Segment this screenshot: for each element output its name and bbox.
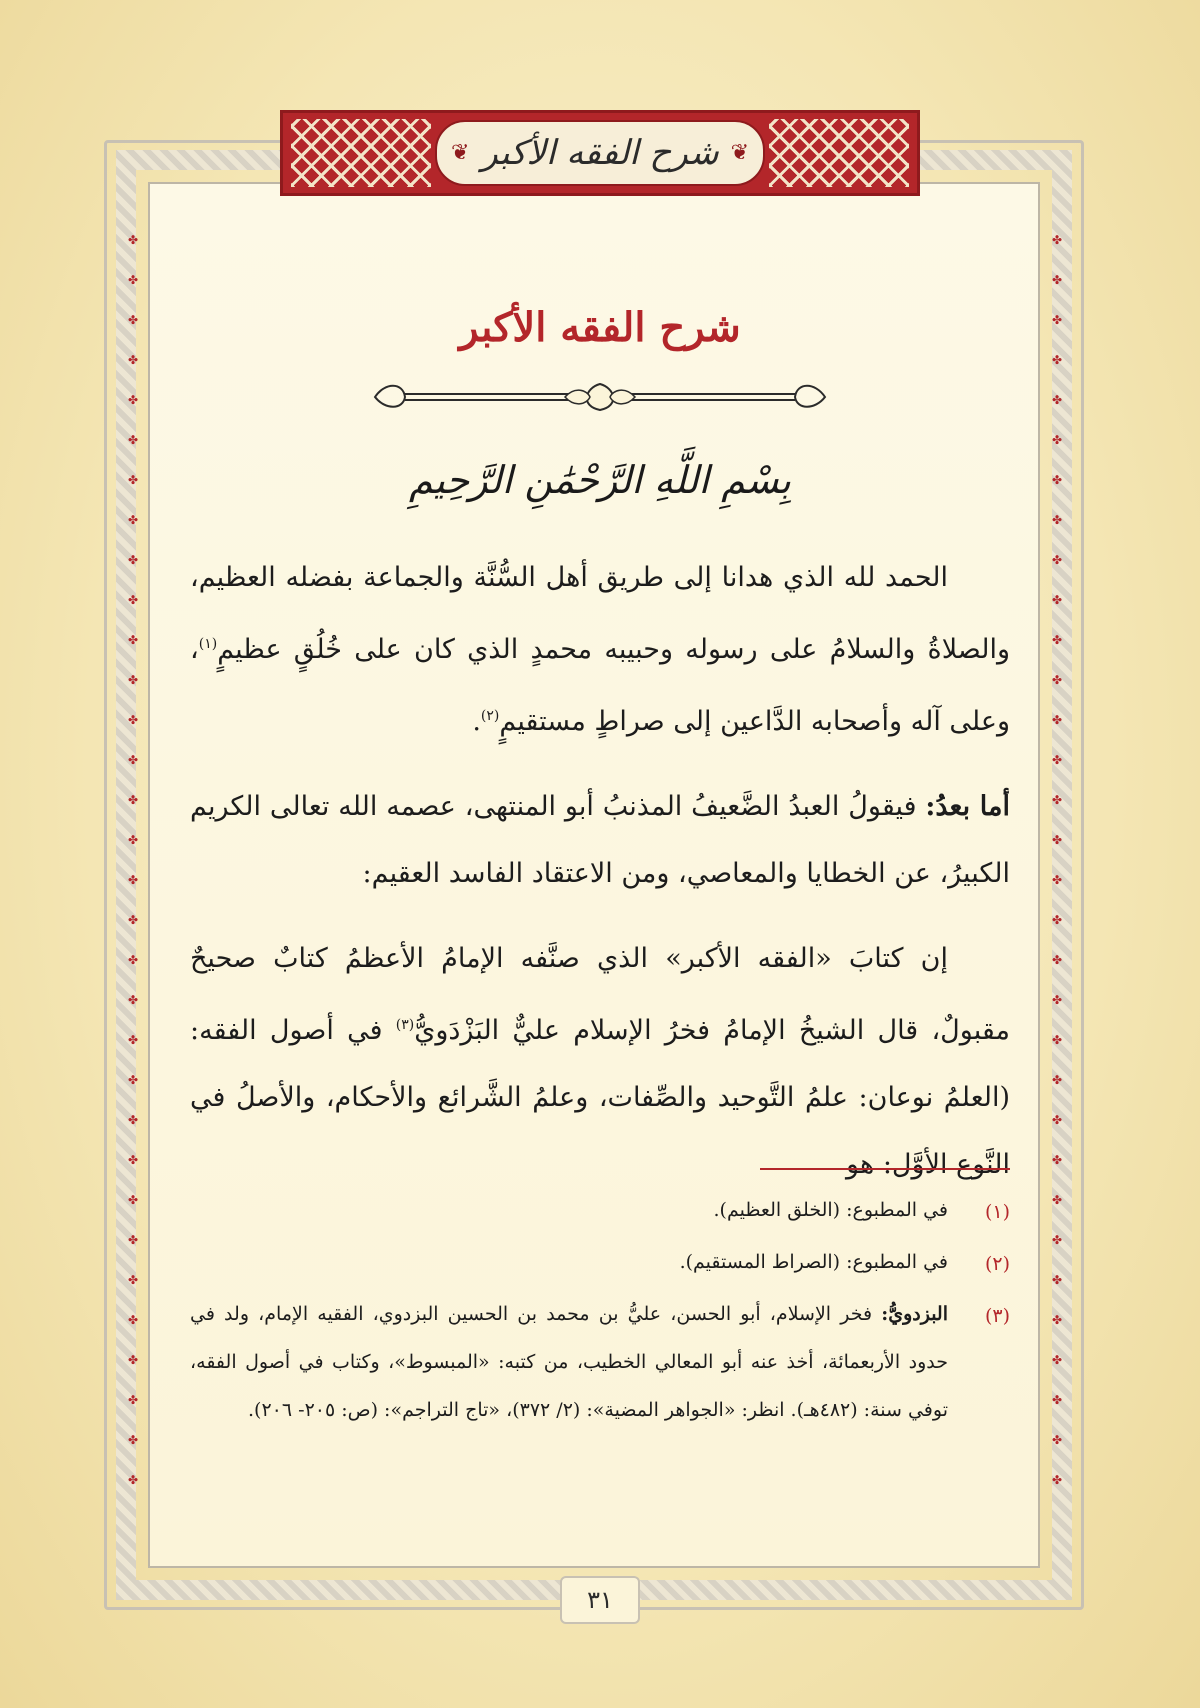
footnote-number: (٣) [984,1305,1010,1327]
footnote-lead: البزدويُّ: [881,1303,948,1325]
footnote-item [190,1290,1010,1434]
footnotes [190,1186,1010,1434]
footnote-ref[interactable]: (١) [198,636,218,652]
paragraph-lead: أما بعدُ: [925,791,1010,822]
flourish-icon: ❦ [730,140,749,166]
flourish-icon: ❦ [451,140,470,166]
footnote-number: (١) [984,1201,1010,1223]
paragraph-text: ، وعلى آله وأصحابه الدَّاعين إلى صراطٍ مستقيمٍ [190,634,1010,737]
paragraph-intro [190,544,1010,755]
footnote-text [190,1290,948,1434]
page-number: ٣١ [560,1576,640,1624]
banner-cartouche [435,120,765,186]
left-ornament-column: ✤ ✤ ✤ ✤ ✤ ✤ ✤ ✤ ✤ ✤ ✤ ✤ ✤ ✤ ✤ ✤ ✤ ✤ ✤ ✤ ✤ ✤ ✤ ✤ ✤ ✤ ✤ ✤ ✤ ✤ ✤ ✤ [128,233,139,1487]
banner-lattice-left [291,119,431,187]
ornamental-divider [365,378,835,414]
banner-title: شرح الفقه الأكبر [481,133,719,173]
footnote-text: في المطبوع: (الصراط المستقيم). [679,1251,948,1273]
banner-lattice-right [769,119,909,187]
paragraph-text: فيقولُ العبدُ الضَّعيفُ المذنبُ أبو المنتهى، عصمه الله تعالى الكريم الكبيرُ، عن الخطايا والمعاصي، ومن الاعتقاد الفاسد العقيم: [190,791,1010,889]
paragraph-text: الحمد لله الذي هدانا إلى طريق أهل السُّنَّة والجماعة بفضله العظيم، والصلاةُ والسلامُ على رسوله وحبيبه محمدٍ الذي كان على خُلُقٍ عظيمٍ [190,562,1010,665]
footnote-ref[interactable]: (٣) [395,1017,415,1033]
page-title: شرح الفقه الأكبر [459,304,741,351]
paragraph-text: إن كتابَ «الفقه الأكبر» الذي صنَّفه الإمامُ الأعظمُ كتابٌ صحيحٌ مقبولٌ، قال الشيخُ الإمامُ فخرُ الإسلام عليٌّ البَزْدَويُّ [190,943,1010,1046]
paragraph-amma-bad [190,773,1010,907]
paragraph-book [190,925,1010,1198]
main-content [190,300,1010,1198]
footnote-item [190,1186,1010,1238]
footnote-number: (٢) [984,1253,1010,1275]
footnote-item [190,1238,1010,1290]
paragraph-text: . [472,706,481,737]
footnote-text: في المطبوع: (الخلق العظيم). [713,1199,948,1221]
paragraph-text: في أصول الفقه: (العلمُ نوعان: علمُ التَّوحيد والصِّفات، وعلمُ الشَّرائع والأحكام، والأصلُ في النَّوع الأوَّل: هو [190,1015,1010,1180]
basmala: بِسْمِ اللَّهِ الرَّحْمَٰنِ الرَّحِيمِ [409,458,791,502]
header-banner [280,110,920,196]
footnote-separator [760,1168,1010,1170]
footnote-ref[interactable]: (٢) [480,708,500,724]
footnote-body: فخر الإسلام، أبو الحسن، عليُّ بن محمد بن الحسين البزدوي، الفقيه الإمام، ولد في حدود الأربعمائة، أخذ عنه أبو المعالي الخطيب، من كتبه: «المبسوط»، وكتاب في أصول الفقه، توفي سنة: (٤٨٢هـ). انظر: «الجواهر المضية»: (٢/ ٣٧٢)، «تاج التراجم»: (ص: ٢٠٥- ٢٠٦). [190,1303,948,1421]
divider-scroll-icon [365,378,835,414]
right-ornament-column: ✤ ✤ ✤ ✤ ✤ ✤ ✤ ✤ ✤ ✤ ✤ ✤ ✤ ✤ ✤ ✤ ✤ ✤ ✤ ✤ ✤ ✤ ✤ ✤ ✤ ✤ ✤ ✤ ✤ ✤ ✤ ✤ [1052,233,1063,1487]
